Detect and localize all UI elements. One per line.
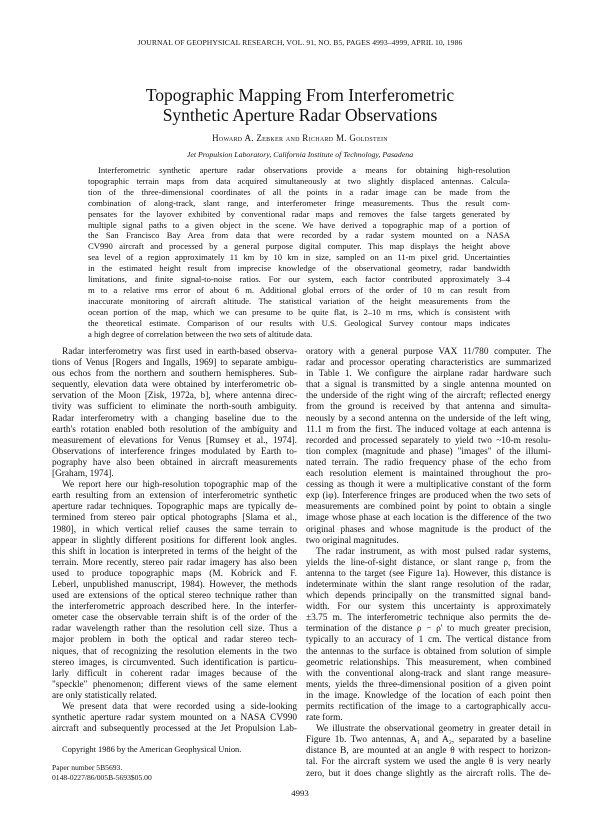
text-line: the antennas to the surface is obtained from solution of simple bbox=[306, 646, 551, 657]
text-line: radar wavelength rather than the resolution cell size. Thus a bbox=[52, 624, 297, 635]
text-line: synthetic aperture radar system mounted on a NASA CV990 bbox=[52, 713, 297, 724]
text-line: distance B, are mounted at an angle θ with respect to horizon- bbox=[306, 746, 551, 757]
text-line: appear in slightly different positions for different look angles. bbox=[52, 535, 297, 546]
text-line: major problem in both the optical and radar stereo tech- bbox=[52, 635, 297, 646]
text-line: in the image. Knowledge of the location of each point then bbox=[306, 690, 551, 701]
text-line: the underside of the right wing of the aircraft; reflected energy bbox=[306, 391, 551, 402]
text-line: image whose phase at each location is the difference of the two bbox=[306, 513, 551, 524]
text-line: the theoretical estimate. Comparison of our results with U.S. Geological Survey contour maps indicates bbox=[88, 317, 510, 328]
text-line: tion of the three-dimensional coordinates of all the points in a radar image can be made from the bbox=[88, 186, 510, 197]
text-line: measurement of elevations for Venus [Rumsey et al., 1974]. bbox=[52, 435, 297, 446]
text-line: We present data that were recorded using a side-looking bbox=[62, 702, 297, 712]
text-line: geometric relationships. This measurement, when combined bbox=[306, 657, 551, 668]
text-line: this shift in location is interpreted in terms of the height of the bbox=[52, 546, 297, 557]
page-number: 4993 bbox=[291, 788, 309, 798]
text-line: nated terrain. The radio frequency phase of the echo from bbox=[306, 457, 551, 468]
text-line: a high degree of correlation between the two sets of altitude data. bbox=[88, 328, 313, 339]
text-line: Observations of interference fringes modulated by Earth to- bbox=[52, 446, 297, 457]
paper-number-line: 0148-0227/86/005B-5693$05.00 bbox=[52, 772, 152, 782]
text-line: permits rectification of the image to a cartographically accu- bbox=[306, 702, 551, 712]
text-line: ocean portion of the map, which we can presume to be quite flat, is 2–10 m rms, which is consistent with bbox=[88, 306, 510, 317]
text-line: inaccurate monitoring of aircraft altitude. The statistical variation of the height measurements from the bbox=[88, 295, 510, 306]
text-line: CV990 aircraft and processed by a general purpose digital computer. This map displays the height above bbox=[88, 241, 510, 252]
text-line: tivity was sufficient to eliminate the north-south ambiguity. bbox=[52, 402, 297, 413]
text-line: 1980], in which vertical relief causes the same terrain to bbox=[52, 524, 297, 535]
text-line: radar and processor operating characteristics are summarized bbox=[306, 358, 551, 369]
text-line: the interferometric approach described here. In the interfer- bbox=[52, 602, 297, 613]
text-line: neously by a second antenna on the underside of the left wing, bbox=[306, 413, 551, 424]
text-line: zero, but it does change slightly as the aircraft rolls. The de- bbox=[306, 768, 551, 779]
text-line: termination of the distance ρ − ρ' to much greater precision, bbox=[306, 624, 551, 635]
text-line: indeterminate within the slant range resolution of the radar, bbox=[306, 579, 551, 590]
text-line: typically to an accuracy of 1 cm. The vertical distance from bbox=[306, 635, 551, 646]
text-line: Radar interferometry with a changing baseline due to the bbox=[52, 413, 297, 424]
text-line: servation of the Moon [Zisk, 1972a, b], where antenna direc- bbox=[52, 391, 297, 402]
text-line: topographic terrain maps from data acquired simultaneously at two slightly displaced antennas. Calcula- bbox=[88, 175, 510, 186]
text-line: stereo images, is circumvented. Such identification is particu- bbox=[52, 657, 297, 668]
text-line: cessing as though it were a multiplicative constant of the form bbox=[306, 480, 551, 491]
text-line: that a signal is transmitted by a single antenna mounted on bbox=[306, 380, 551, 391]
text-line: limitations, and finite signal-to-noise ratios. For our system, each factor contributed approximately 3–4 bbox=[88, 274, 510, 285]
text-line: sequently, elevation data were obtained by interferometric ob- bbox=[52, 380, 297, 391]
text-line: niques, that of recognizing the resolution elements in the two bbox=[52, 646, 297, 657]
affiliation: Jet Propulsion Laboratory, California Institute of Technology, Pasadena bbox=[186, 150, 414, 159]
text-line: "speckle" phenomenon; different views of the same element bbox=[52, 679, 297, 690]
text-line: pography have also been obtained in aircraft measurements bbox=[52, 457, 297, 468]
text-line: the San Francisco Bay Area from data that were recorded by a radar system mounted on a NASA bbox=[88, 230, 510, 241]
text-line: ous echos from the northern and southern hemispheres. Sub- bbox=[52, 369, 297, 380]
text-line: two original magnitudes. bbox=[306, 535, 399, 546]
text-line: m to a relative rms error of about 6 m. Additional global errors of the order of 10 m can result from bbox=[88, 284, 510, 295]
text-line: We report here our high-resolution topographic map of the bbox=[62, 480, 297, 491]
text-line: width. For our system this uncertainty is approximately bbox=[306, 602, 551, 613]
text-line: 11.1 m from the first. The induced voltage at each antenna is bbox=[306, 424, 551, 435]
text-line: multiple signal paths to a given object in the scene. We have derived a topographic map of a portion of bbox=[88, 219, 510, 230]
text-line: aircraft and subsequently processed at the Jet Propulsion Lab- bbox=[52, 724, 297, 735]
text-line: tal. For the aircraft system we used the angle θ is very nearly bbox=[306, 757, 551, 768]
copyright-notice: Copyright 1986 by the American Geophysical Union. bbox=[62, 745, 242, 754]
title-line: Topographic Mapping From Interferometric bbox=[145, 85, 455, 105]
text-line: Radar interferometry was first used in earth-based observa- bbox=[62, 347, 297, 357]
text-line: aperture radar techniques. Topographic maps are typically de- bbox=[52, 502, 297, 513]
text-line: tion complex (magnitude and phase) "images" of the illumi- bbox=[306, 446, 551, 457]
text-line: in the estimated height result from imprecise knowledge of the observational geometry, radar bandwidth bbox=[88, 263, 510, 274]
text-line: exp (iφ). Interference fringes are produced when the two sets of bbox=[306, 491, 551, 502]
paper-title bbox=[0, 85, 600, 125]
journal-header: JOURNAL OF GEOPHYSICAL RESEARCH, VOL. 91, NO. B5, PAGES 4993–4999, APRIL 10, 1986 bbox=[137, 38, 463, 47]
text-line: Leberl, unpublished manuscript, 1984). However, the methods bbox=[52, 579, 297, 590]
text-line: The radar instrument, as with most pulsed radar systems, bbox=[316, 546, 551, 557]
text-line: are only statistically related. bbox=[52, 690, 157, 701]
text-line: yields the line-of-sight distance, or slant range ρ, from the bbox=[306, 557, 551, 568]
text-line: earth resulting from an extension of interferometric synthetic bbox=[52, 491, 297, 502]
authors: Howard A. Zebker and Richard M. Goldstein bbox=[212, 133, 388, 143]
text-line: We illustrate the observational geometry in greater detail in bbox=[316, 724, 551, 735]
text-line: antenna to the target (see Figure 1a). However, this distance is bbox=[306, 568, 551, 579]
text-line: ments, yields the three-dimensional position of a given point bbox=[306, 679, 551, 690]
paper-number-line: Paper number 5B5693. bbox=[52, 763, 123, 772]
text-line: ±3.75 m. The interferometric technique also permits the de- bbox=[306, 613, 551, 624]
text-line: recorded and processed separately to yield two ~10-m resolu- bbox=[306, 435, 551, 446]
text-line: Interferometric synthetic aperture radar observations provide a means for obtaining high-resolution bbox=[98, 165, 510, 175]
text-line: which depends principally on the transmitted signal band- bbox=[306, 591, 551, 602]
text-line: terrain. More recently, stereo pair radar imagery has also been bbox=[52, 557, 297, 568]
text-line: oratory with a general purpose VAX 11/780 computer. The bbox=[306, 347, 551, 357]
text-line: termined from stereo pair optical photographs [Slama et al., bbox=[52, 513, 297, 524]
text-line: in Table 1. We configure the airplane radar hardware such bbox=[306, 369, 551, 380]
text-line: used are extensions of the optical stereo technique rather than bbox=[52, 591, 297, 602]
text-line: with the conventional along-track and slant range measure- bbox=[306, 668, 551, 679]
text-line: rate form. bbox=[306, 713, 343, 724]
left-column bbox=[52, 347, 297, 735]
text-line: Figure 1b. Two antennas, A₁ and A₂, separated by a baseline bbox=[306, 735, 551, 746]
text-line: used to produce topographic maps (M. Kobrick and F. bbox=[52, 568, 297, 579]
text-line: sea level of a region approximately 11 km by 10 km in size, sampled on an 11-m pixel grid. Uncertainties bbox=[88, 252, 510, 263]
text-line: from the ground is received by that antenna and simulta- bbox=[306, 402, 551, 413]
text-line: combination of along-track, slant range, and interferometer fringe measurements. Thus the result com- bbox=[88, 197, 510, 208]
text-line: [Graham, 1974]. bbox=[52, 469, 114, 480]
text-line: measurements are combined point by point to obtain a single bbox=[306, 502, 551, 513]
text-line: each resolution element is maintained throughout the pro- bbox=[306, 469, 551, 480]
text-line: tions of Venus [Rogers and Ingalls, 1969] to separate ambigu- bbox=[52, 358, 297, 369]
text-line: earth's rotation enabled both resolution of the ambiguity and bbox=[52, 424, 297, 435]
text-line: ometer case the observable terrain shift is of the order of the bbox=[52, 613, 297, 624]
abstract bbox=[88, 165, 510, 340]
text-line: larly difficult in coherent radar images because of the bbox=[52, 668, 297, 679]
text-line: pensates for the layover exhibited by conventional radar maps and removes the false targets generated by bbox=[88, 208, 510, 219]
paper-number bbox=[52, 763, 152, 782]
text-line: original phases and whose magnitude is the product of the bbox=[306, 524, 551, 535]
title-line: Synthetic Aperture Radar Observations bbox=[162, 105, 438, 125]
right-column bbox=[306, 347, 551, 780]
